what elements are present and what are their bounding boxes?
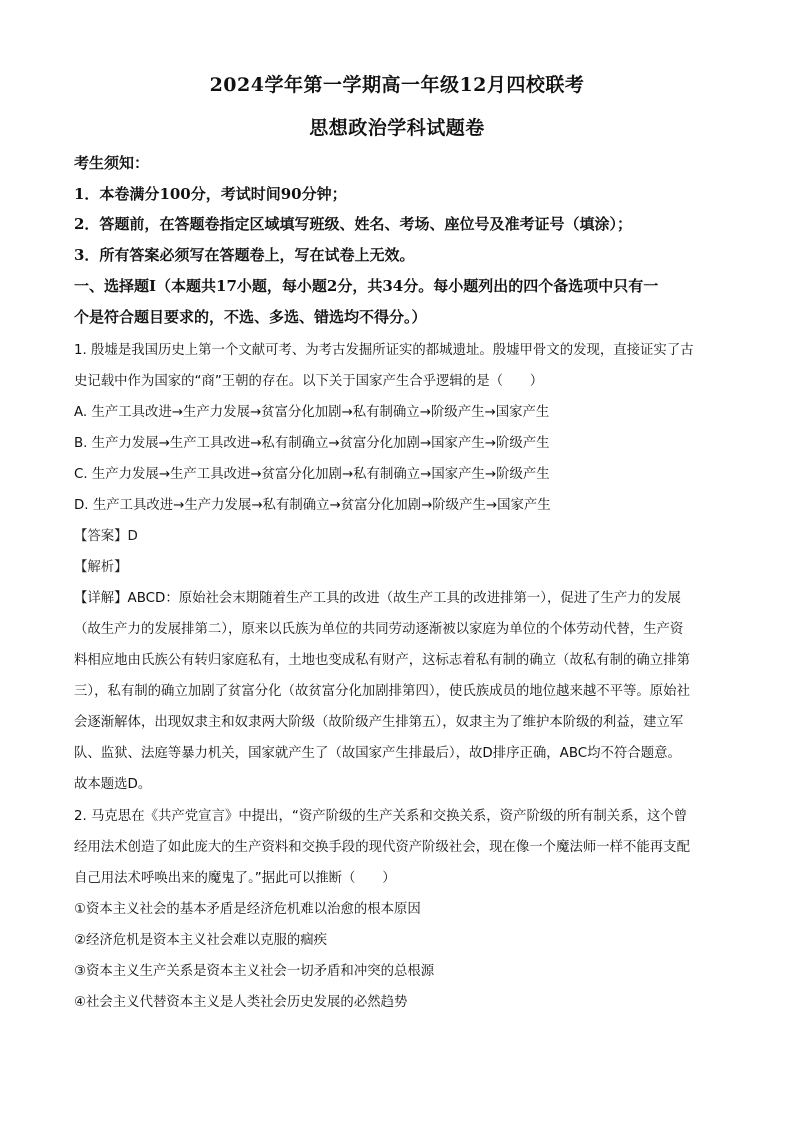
q1-detail-line-2: （故生产力的发展排第二），原来以氏族为单位的共同劳动逐渐被以家庭为单位的个体劳动代替，生产资	[74, 622, 684, 637]
q1-analysis-label: 【解析】	[74, 560, 128, 575]
q2-stem-line-1: 2. 马克思在《共产党宣言》中提出，“资产阶级的生产关系和交换关系，资产阶级的所有制关系，这个曾	[74, 809, 688, 824]
section-heading-line-1: 一、选择题Ⅰ（本题共17小题，每小题2分，共34分。每小题列出的四个备选项中只有一	[74, 277, 659, 295]
notice-heading: 考生须知：	[74, 154, 150, 172]
q1-detail-line-6: 队、监狱、法庭等暴力机关，国家就产生了（故国家产生排最后），故D排序正确，ABC均不符合题意。	[74, 746, 681, 761]
q1-detail-line-4: 三），私有制的确立加剧了贫富分化（故贫富分化加剧排第四），使氏族成员的地位越来越不平等。原始社	[74, 684, 690, 699]
q2-statement-1: ①资本主义社会的基本矛盾是经济危机难以治愈的根本原因	[74, 902, 421, 917]
q2-statement-2: ②经济危机是资本主义社会难以克服的痼疾	[74, 933, 328, 948]
q2-statement-3: ③资本主义生产关系是资本主义社会一切矛盾和冲突的总根源	[74, 964, 435, 979]
notice-item-3: 3．所有答案必须写在答题卷上，写在试卷上无效。	[74, 246, 415, 264]
q1-detail-line-5: 会逐渐解体，出现奴隶主和奴隶两大阶级（故阶级产生排第五），奴隶主为了维护本阶级的利益，建立军	[74, 715, 684, 730]
q1-option-d: D. 生产工具改进→生产力发展→私有制确立→贫富分化加剧→阶级产生→国家产生	[74, 498, 551, 513]
q2-statement-4: ④社会主义代替资本主义是人类社会历史发展的必然趋势	[74, 995, 408, 1010]
notice-item-1: 1．本卷满分100分，考试时间90分钟；	[74, 185, 347, 203]
section-heading-line-2: 个是符合题目要求的，不选、多选、错选均不得分。）	[74, 308, 427, 326]
q1-option-b: B. 生产力发展→生产工具改进→私有制确立→贫富分化加剧→国家产生→阶级产生	[74, 436, 550, 451]
exam-subtitle: 思想政治学科试题卷	[309, 117, 485, 139]
q2-stem-line-3: 自己用法术呼唤出来的魔鬼了。”据此可以推断（ ）	[74, 871, 396, 886]
q1-option-a: A. 生产工具改进→生产力发展→贫富分化加剧→私有制确立→阶级产生→国家产生	[74, 405, 550, 420]
q1-detail-line-3: 料相应地由氏族公有转归家庭私有，土地也变成私有财产，这标志着私有制的确立（故私有制的确立排第	[74, 653, 690, 668]
exam-title: 2024学年第一学期高一年级12月四校联考	[209, 74, 585, 96]
q1-stem-line-1: 1. 殷墟是我国历史上第一个文献可考、为考古发掘所证实的都城遗址。殷墟甲骨文的发现，直接证实了古	[74, 343, 694, 358]
q1-stem-line-2: 史记载中作为国家的“商”王朝的存在。以下关于国家产生合乎逻辑的是（ ）	[74, 374, 544, 389]
q1-answer: 【答案】D	[74, 529, 138, 544]
q1-detail-line-7: 故本题选D。	[74, 777, 152, 792]
notice-item-2: 2．答题前，在答题卷指定区域填写班级、姓名、考场、座位号及准考证号（填涂）；	[74, 215, 632, 233]
q1-detail-line-1: 【详解】ABCD：原始社会末期随着生产工具的改进（故生产工具的改进排第一），促进了生产力的发展	[74, 591, 681, 606]
q2-stem-line-2: 经用法术创造了如此庞大的生产资料和交换手段的现代资产阶级社会，现在像一个魔法师一样不能再支配	[74, 840, 690, 855]
q1-option-c: C. 生产力发展→生产工具改进→贫富分化加剧→私有制确立→国家产生→阶级产生	[74, 467, 550, 482]
